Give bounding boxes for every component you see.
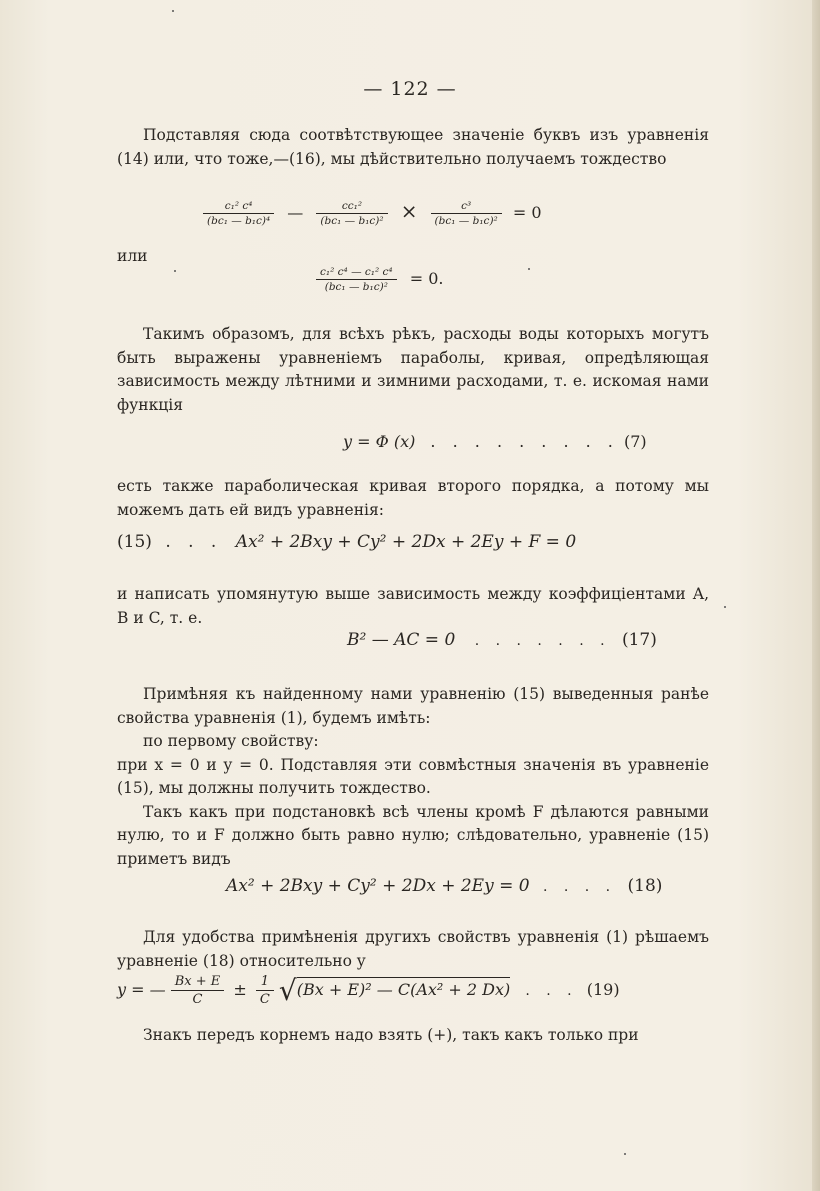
equation-tag: (19) [586,980,620,999]
equation-tag: (17) [621,630,657,650]
radical-sign: √ [278,974,297,1007]
numerator: 1 [256,974,274,991]
equation-identity-2 [316,266,444,293]
numerator: Bx + E [171,974,225,991]
speck [528,268,530,270]
speck [624,1153,626,1155]
denominator: C [192,992,203,1007]
equation-15 [117,532,576,552]
denominator: C [259,992,270,1007]
equals-zero: = 0 [512,203,542,222]
equation-7 [343,432,647,451]
minus-sign: — [287,203,304,222]
speck [724,606,726,608]
paragraph-text: по первому свойству: [143,732,319,750]
paragraph-text: Такимъ образомъ, для всѣхъ рѣкъ, расходы воды которыхъ могутъ быть выражены уравненіемъ параболы, кривая, опредѣляющая зависимость между лѣтними и зимними расходами, т. е. искомая нами функція [117,325,709,414]
fraction [316,200,387,227]
paragraph-text: Знакъ передъ корнемъ надо взять (+), такъ какъ только при [143,1026,639,1044]
times-sign: × [400,199,418,223]
paragraph-2 [117,323,709,417]
leader-dots: . . . . [542,879,617,895]
equation-19 [117,974,620,1007]
paragraph-4 [117,583,709,630]
denominator: (bc₁ — b₁c)² [434,215,498,227]
page-edge-shadow [812,0,820,1191]
paragraph-text: есть также параболическая кривая второго порядка, а потому мы можемъ дать ей видъ уравненія: [117,477,709,519]
equation-tag: (7) [623,432,647,451]
plus-minus-sign: ± [233,980,247,999]
paragraph-text: и написать упомянутую выше зависимость между коэффиціентами A, B и C, т. е. [117,585,709,627]
equation-identity-1 [203,199,542,227]
fraction [256,974,274,1007]
paragraph-text: Для удобства примѣненія другихъ свойствъ уравненія (1) рѣшаемъ уравненіе (18) относительно y [117,928,709,970]
equation-body: Ax² + 2Bxy + Cy² + 2Dx + 2Ey + F = 0 [235,532,577,552]
equation-lhs: y = — [117,980,166,999]
leader-dots: . . . [165,532,223,552]
denominator: (bc₁ — b₁c)² [324,281,388,293]
paragraph-9 [117,926,709,973]
or-word: или [117,247,148,265]
paragraph-1 [117,124,709,171]
denominator: (bc₁ — b₁c)² [320,215,384,227]
denominator: (bc₁ — b₁c)⁴ [207,215,271,227]
leader-dots: . . . . . . . . . [430,432,619,451]
numerator: c³ [431,200,502,214]
equation-body: B² — AC = 0 [347,630,456,650]
numerator: cc₁² [316,200,387,214]
radicand: (Bx + E)² — C(Ax² + 2 Dx) [297,977,511,999]
paragraph-text: при x = 0 и y = 0. Подставляя эти совмѣстныя значенія въ уравненіе (15), мы должны получить тождество. [117,755,709,797]
paragraph-10 [117,1024,709,1048]
fraction [171,974,225,1007]
paragraph-5-8 [117,683,709,871]
leader-dots: . . . . . . . [474,633,611,649]
leader-dots: . . . [525,983,578,999]
paragraph-text: Подставляя сюда соотвѣтствующее значеніе буквъ изъ уравненія (14) или, что тоже,—(16), мы дѣйствительно получаемъ тождество [117,126,709,168]
paragraph-text: Такъ какъ при подстановкѣ всѣ члены кромѣ F дѣлаются равными нулю, то и F должно быть равно нулю; слѣдовательно, уравненіе (15) приметъ видъ [117,802,709,868]
fraction [203,200,274,227]
equation-tag: (18) [627,876,663,896]
speck [174,270,176,272]
page-number: — 122 — [363,78,457,100]
equation-18 [226,876,662,896]
equation-tag: (15) [117,532,152,552]
paragraph-3 [117,475,709,522]
numerator: c₁² c⁴ [203,200,274,214]
fraction [431,200,502,227]
paragraph-text: Примѣняя къ найденному нами уравненію (15) выведенныя ранѣе свойства уравненія (1), будемъ имѣть: [117,685,709,727]
fraction [316,266,397,293]
equals-zero: = 0. [409,269,444,288]
equation-17 [347,630,657,650]
speck [172,10,174,12]
numerator: c₁² c⁴ — c₁² c⁴ [316,266,397,280]
equation-body: y = Φ (x) [343,432,416,451]
equation-body: Ax² + 2Bxy + Cy² + 2Dx + 2Ey = 0 [226,876,530,896]
